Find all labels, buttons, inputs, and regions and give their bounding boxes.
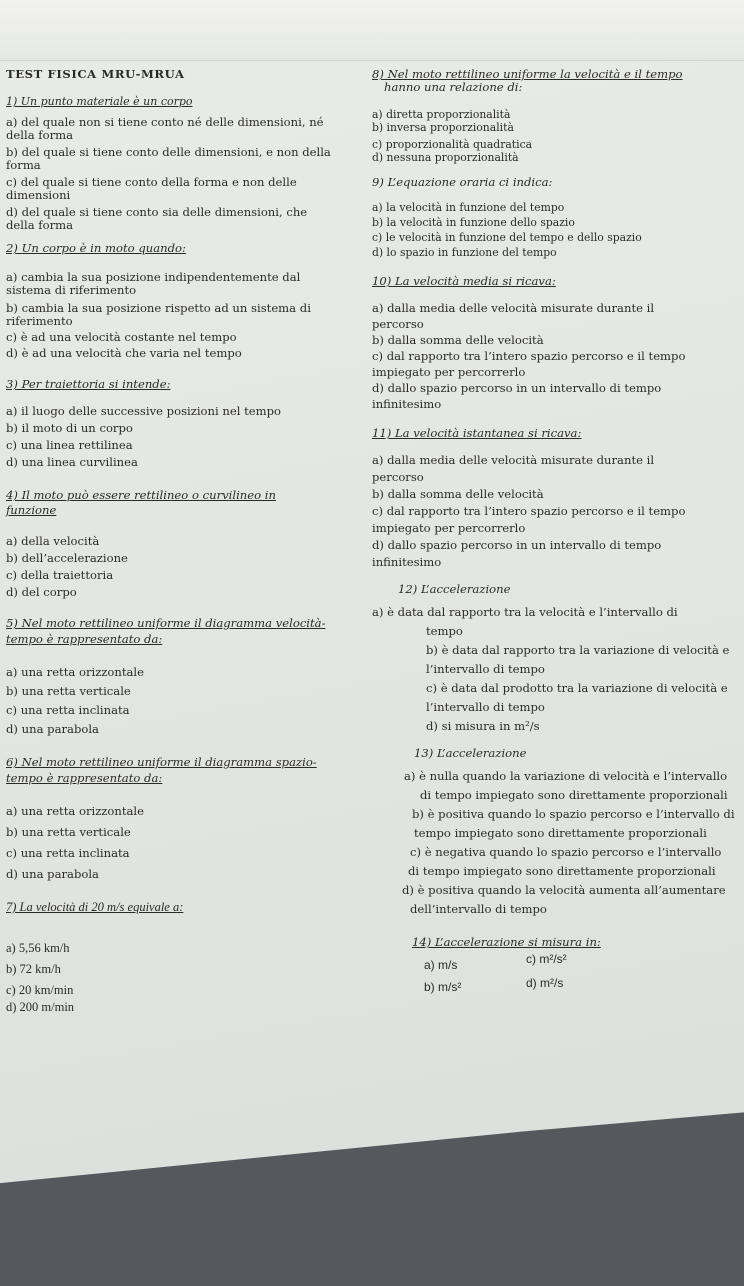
question-2: 2) Un corpo è in moto quando:: [6, 241, 186, 255]
option: d) lo spazio in funzione del tempo: [372, 246, 557, 259]
question-8-cont: hanno una relazione di:: [384, 80, 523, 94]
option: c) dal rapporto tra l’intero spazio percorso e il tempo: [372, 504, 686, 518]
question-6: 6) Nel moto rettilineo uniforme il diagramma spazio-: [6, 755, 317, 769]
option: d) è positiva quando la velocità aumenta all’aumentare: [402, 883, 726, 897]
option: b) del quale si tiene conto delle dimensioni, e non della: [6, 145, 331, 159]
option: dimensioni: [6, 188, 71, 202]
question-9: 9) L’equazione oraria ci indica:: [372, 175, 553, 189]
question-3: 3) Per traiettoria si intende:: [6, 377, 171, 391]
option: b) inversa proporzionalità: [372, 121, 514, 134]
option: c) è ad una velocità costante nel tempo: [6, 330, 237, 344]
option: d) nessuna proporzionalità: [372, 151, 519, 164]
option: b) 72 km/h: [6, 962, 61, 976]
question-1: 1) Un punto materiale è un corpo: [6, 95, 193, 108]
option: d) del quale si tiene conto sia delle dimensioni, che: [6, 205, 308, 219]
option: c) proporzionalità quadratica: [372, 138, 533, 151]
option: b) è data dal rapporto tra la variazione di velocità e: [426, 643, 730, 657]
option: c) è negativa quando lo spazio percorso e l’intervallo: [410, 845, 722, 859]
option: d) dallo spazio percorso in un intervallo di tempo: [372, 538, 662, 552]
question-8: 8) Nel moto rettilineo uniforme la velocità e il tempo: [372, 67, 683, 81]
option: b) una retta verticale: [6, 825, 131, 839]
option: a) la velocità in funzione del tempo: [372, 201, 565, 214]
question-5: 5) Nel moto rettilineo uniforme il diagramma velocità-: [6, 616, 326, 630]
right-column: [372, 68, 738, 997]
option: infinitesimo: [372, 397, 442, 411]
option: a) il luogo delle successive posizioni nel tempo: [6, 404, 282, 418]
option: c) 20 km/min: [6, 983, 74, 997]
option: b) il moto di un corpo: [6, 421, 133, 435]
option: a) è nulla quando la variazione di velocità e l’intervallo: [404, 769, 728, 783]
option: d) si misura in m²/s: [426, 719, 540, 733]
option: d) è ad una velocità che varia nel tempo: [6, 346, 242, 360]
option: b) dell’accelerazione: [6, 551, 128, 565]
option: sistema di riferimento: [6, 283, 137, 297]
option: b) m/s²: [424, 980, 462, 994]
document-title: TEST FISICA MRU-MRUA: [6, 67, 185, 81]
question-10: 10) La velocità media si ricava:: [372, 274, 556, 288]
option: di tempo impiegato sono direttamente proporzionali: [420, 788, 728, 802]
question-11: 11) La velocità istantanea si ricava:: [372, 426, 582, 440]
option: riferimento: [6, 314, 73, 328]
option: c) m²/s²: [526, 952, 567, 966]
option: b) una retta verticale: [6, 684, 131, 698]
option: d) una parabola: [6, 722, 99, 736]
question-13: 13) L’accelerazione: [414, 746, 527, 760]
option: b) è positiva quando lo spazio percorso e l’intervallo di: [412, 807, 735, 821]
option: a) 5,56 km/h: [6, 941, 70, 955]
question-7: 7) La velocità di 20 m/s equivale a:: [6, 900, 184, 914]
option: b) dalla somma delle velocità: [372, 487, 544, 501]
left-column: [6, 68, 368, 1014]
option: l’intervallo di tempo: [426, 700, 545, 714]
option: tempo: [426, 624, 463, 638]
paper-fold: [0, 0, 744, 61]
option: c) le velocità in funzione del tempo e dello spazio: [372, 231, 642, 244]
option: tempo impiegato sono direttamente proporzionali: [414, 826, 707, 840]
option: c) è data dal prodotto tra la variazione di velocità e: [426, 681, 728, 695]
option: infinitesimo: [372, 555, 442, 569]
option: della forma: [6, 128, 74, 142]
option: d) m²/s: [526, 976, 564, 990]
option: d) una parabola: [6, 867, 99, 881]
option: b) dalla somma delle velocità: [372, 333, 544, 347]
option: a) cambia la sua posizione indipendentemente dal: [6, 270, 301, 284]
option: c) dal rapporto tra l’intero spazio percorso e il tempo: [372, 349, 686, 363]
option: a) diretta proporzionalità: [372, 108, 511, 121]
option: di tempo impiegato sono direttamente proporzionali: [408, 864, 716, 878]
question-4: 4) Il moto può essere rettilineo o curvilineo in: [6, 488, 276, 502]
option: a) dalla media delle velocità misurate durante il: [372, 453, 655, 467]
question-5-cont: tempo è rappresentato da:: [6, 632, 163, 646]
option: a) una retta orizzontale: [6, 665, 145, 679]
option: l’intervallo di tempo: [426, 662, 545, 676]
option: dell’intervallo di tempo: [410, 902, 547, 916]
option: a) del quale non si tiene conto né delle dimensioni, né: [6, 115, 324, 129]
option: a) è data dal rapporto tra la velocità e l’intervallo di: [372, 605, 678, 619]
option: d) 200 m/min: [6, 1000, 75, 1014]
option: impiegato per percorrerlo: [372, 521, 526, 535]
option: c) della traiettoria: [6, 568, 114, 582]
option: c) una linea rettilinea: [6, 438, 133, 452]
option: c) una retta inclinata: [6, 703, 130, 717]
option: c) del quale si tiene conto della forma e non delle: [6, 175, 297, 189]
option: a) una retta orizzontale: [6, 804, 145, 818]
option: forma: [6, 158, 41, 172]
option: a) dalla media delle velocità misurate durante il: [372, 301, 655, 315]
option: d) una linea curvilinea: [6, 455, 138, 469]
option: della forma: [6, 218, 74, 232]
answer-grid: [372, 953, 738, 997]
question-4-cont: funzione: [6, 503, 57, 517]
question-14: 14) L’accelerazione si misura in:: [412, 935, 601, 949]
option: c) una retta inclinata: [6, 846, 130, 860]
option: percorso: [372, 470, 424, 484]
question-12: 12) L’accelerazione: [398, 582, 511, 596]
option: b) cambia la sua posizione rispetto ad un sistema di: [6, 301, 311, 315]
option: d) del corpo: [6, 585, 77, 599]
option: a) m/s: [424, 958, 458, 972]
option: a) della velocità: [6, 534, 100, 548]
option: impiegato per percorrerlo: [372, 365, 526, 379]
option: d) dallo spazio percorso in un intervallo di tempo: [372, 381, 662, 395]
option: b) la velocità in funzione dello spazio: [372, 216, 575, 229]
option: percorso: [372, 317, 424, 331]
question-6-cont: tempo è rappresentato da:: [6, 771, 163, 785]
